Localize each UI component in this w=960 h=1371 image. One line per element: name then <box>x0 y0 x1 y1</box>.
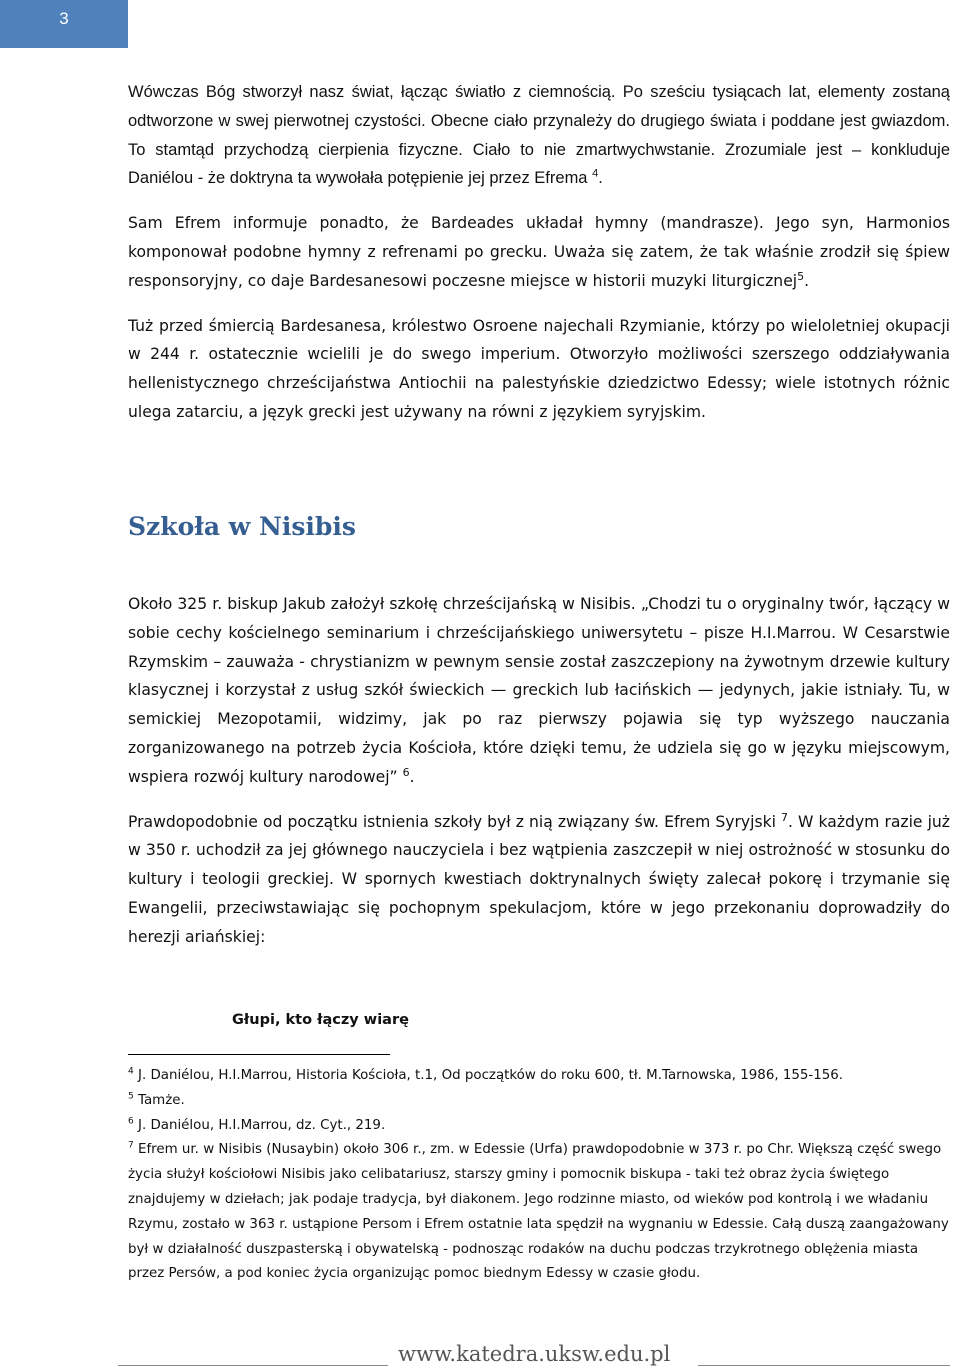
footnote-number: 7 <box>128 1140 134 1151</box>
footnote-ref-5[interactable]: 5 <box>797 269 805 283</box>
footnotes <box>128 1064 950 1287</box>
footnote-4 <box>128 1064 950 1089</box>
paragraph-3: Tuż przed śmiercią Bardesanesa, królestwo Osroene najechali Rzymianie, którzy po wieloletniej okupacji w 244 r. ostatecznie wcielili je do swego imperium. Otworzyło możliwości szerszego oddziaływania hellenistycznego chrześcijaństwa Antiochii na palestyńskie dziedzictwo Edessy; wiele istotnych różnic ulega zatarciu, a język grecki jest używany na równi z językiem syryjskim. <box>128 316 950 421</box>
footnote-7 <box>128 1138 950 1287</box>
footnote-text: J. Daniélou, H.I.Marrou, Historia Kościoła, t.1, Od początków do roku 600, tł. M.Tarnowska, 1986, 155-156. <box>133 1068 844 1083</box>
paragraph-2-end: . <box>804 271 810 290</box>
footnote-5 <box>128 1089 950 1114</box>
body-text-section-1 <box>128 78 950 427</box>
footnote-ref-7[interactable]: 7 <box>781 810 789 824</box>
body-text-section-2 <box>128 590 950 952</box>
paragraph-1 <box>128 78 950 193</box>
footnote-6 <box>128 1114 950 1139</box>
page-footer <box>118 1340 950 1370</box>
paragraph-5-rest: . W każdym razie już w 350 r. uchodził za jej głównego nauczyciela i bez wątpienia zaszczepił w niej ostrożność w stosunku do kultury i teologii greckiej. W spornych kwestiach doktrynalnych święty zalecał pokorę i trzymanie się Ewangelii, przeciwstawiając się pochopnym spekulacjom, które w jego przekonaniu doprowadziły do herezji ariańskiej: <box>128 812 950 946</box>
footnote-text: Tamże. <box>133 1092 185 1108</box>
footnote-ref-4[interactable]: 4 <box>592 167 599 180</box>
footnote-text: J. Daniélou, H.I.Marrou, dz. Cyt., 219. <box>133 1117 386 1133</box>
poem-title: Głupi, kto łączy wiarę <box>232 1012 409 1028</box>
paragraph-4-end: . <box>409 767 415 786</box>
footer-line-right <box>698 1365 950 1366</box>
paragraph-2 <box>128 209 950 295</box>
footnote-text: Efrem ur. w Nisibis (Nusaybin) około 306 r., zm. w Edessie (Urfa) prawdopodobnie w 373 r. po Chr. Większą część swego życia służył kościołowi Nisibis jako celibatariusz, starszy gminy i pomocnik biskupa - taki też obraz życia świętego znajdujemy w dziełach; jak podaje tradycja, był diakonem. Jego rodzinne miasto, od wieków pod kontrolą i we władaniu Rzymu, zostało w 363 r. ustąpione Persom i Efrem ostatnie lata spędził na wygnaniu w Edessie. Całą duszą zaangażowany był w działalność duszpasterską i obywatelską - podnosząc rodaków na duchu podczas trzykrotnego oblężenia miasta przez Persów, a pod koniec życia organizując pomoc biednym Edessy w czasie głodu. <box>128 1142 949 1282</box>
footnote-ref-6[interactable]: 6 <box>402 765 410 779</box>
paragraph-5-text: Prawdopodobnie od początku istnienia szkoły był z nią związany św. Efrem Syryjski <box>128 812 776 831</box>
footnote-number: 5 <box>128 1091 134 1102</box>
footnote-number: 6 <box>128 1116 134 1127</box>
paragraph-2-text: Sam Efrem informuje ponadto, że Bardeades układał hymny (mandrasze). Jego syn, Harmonios komponował podobne hymny z refrenami po grecku. Uważa się zatem, że tak właśnie zrodził się śpiew responsoryjny, co daje Bardesanesowi poczesne miejsce w historii muzyki liturgicznej <box>128 214 950 290</box>
footnote-separator <box>128 1054 390 1055</box>
paragraph-1-end: . <box>598 169 603 188</box>
footer-line-left <box>118 1365 388 1366</box>
footer-url-link[interactable]: www.katedra.uksw.edu.pl <box>398 1342 671 1366</box>
paragraph-5 <box>128 808 950 952</box>
footnote-number: 4 <box>128 1066 134 1077</box>
paragraph-1-text: Wówczas Bóg stworzył nasz świat, łącząc światło z ciemnością. Po sześciu tysiącach lat, elementy zostaną odtworzone w swej pierwotnej czystości. Obecne ciało przynależy do drugiego świata i poddane jest gwiazdom. To stamtąd przychodzą cierpienia fizyczne. Ciało to nie zmartwychwstanie. Zrozumiale jest – konkluduje Daniélou - że doktryna ta wywołała potępienie jej przez Efrema <box>128 83 950 188</box>
section-heading: Szkoła w Nisibis <box>128 512 356 541</box>
page-number-tab <box>0 0 128 48</box>
paragraph-4 <box>128 590 950 792</box>
paragraph-4-text: Około 325 r. biskup Jakub założył szkołę chrześcijańską w Nisibis. „Chodzi tu o oryginalny twór, łączący w sobie cechy kościelnego seminarium i chrześcijańskiego uniwersytetu – pisze H.I.Marrou. W Cesarstwie Rzymskim – zauważa - chrystianizm w pewnym sensie został zaszczepiony na żywotnym drzewie kultury klasycznej i korzystał z usług szkół świeckich — greckich lub łacińskich — jedynych, jakie istniały. Tu, w semickiej Mezopotamii, widzimy, jak po raz pierwszy pojawia się typ wyższego nauczania zorganizowanego na potrzeb życia Kościoła, które dzięki temu, że udziela się go w języku miejscowym, wspiera rozwój kultury narodowej” <box>128 595 950 786</box>
page-number: 3 <box>59 9 69 28</box>
